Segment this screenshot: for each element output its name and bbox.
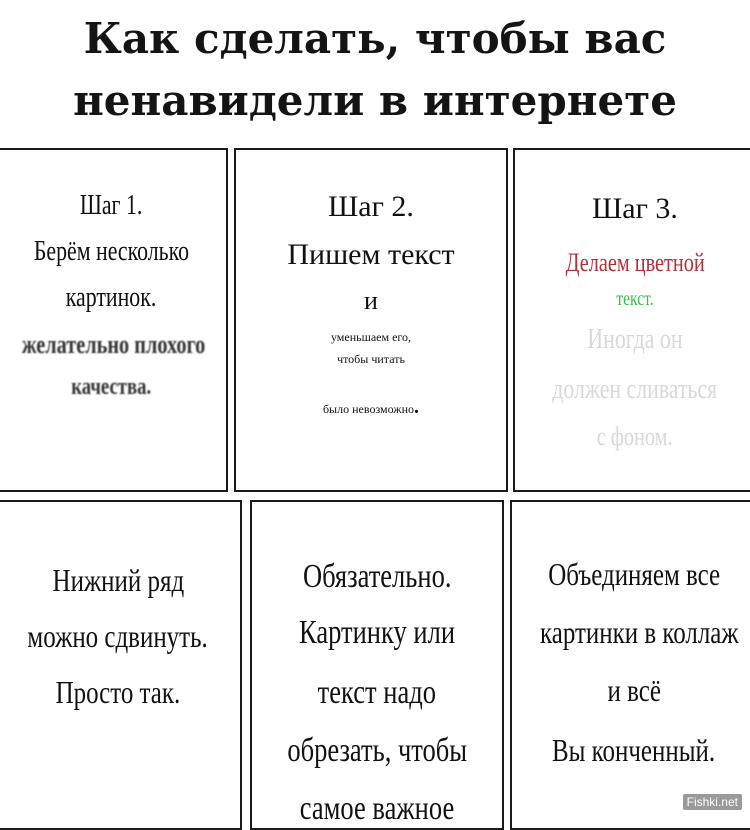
step-3-faint-line-1: Иногда он <box>587 324 683 355</box>
panel-bottom-right <box>510 500 750 830</box>
step-3-faint-line-2: должен сливаться <box>552 374 718 405</box>
step-3-red-text: Делаем цветной <box>565 248 705 277</box>
step-1-line-1: Берём несколько <box>33 236 189 267</box>
panel-bottom-middle <box>250 500 504 830</box>
bottom-right-line-4: Вы конченный. <box>552 732 716 768</box>
bottom-right-line-1: Объединяем все <box>548 556 720 592</box>
panel-bottom-left <box>0 500 242 830</box>
step-1-line-2: картинок. <box>65 282 157 313</box>
step-2-dot: . <box>414 396 420 418</box>
bottom-middle-line-4: обрезать, чтобы <box>287 732 467 769</box>
step-2-line-2: и <box>364 286 378 315</box>
step-1-heading: Шаг 1. <box>79 190 143 221</box>
bottom-right-line-2: картинки в коллаж <box>540 614 739 650</box>
bottom-right-line-3: и всё <box>607 672 661 708</box>
step-3-faint-line-3: с фоном. <box>597 422 673 451</box>
bottom-middle-line-1: Обязательно. <box>302 558 452 595</box>
step-2-small-line-3: было невозможно <box>322 402 415 416</box>
title-line-1: Как сделать, чтобы вас <box>83 14 667 63</box>
bottom-middle-line-2: Картинку или <box>298 614 455 651</box>
title-line-2: ненавидели в интернете <box>73 76 677 125</box>
step-3-heading: Шаг 3. <box>592 192 678 225</box>
step-2-small-line-2: чтобы читать <box>337 352 405 366</box>
step-2-heading: Шаг 2. <box>328 190 414 223</box>
bottom-left-line-1: Нижний ряд <box>52 562 184 598</box>
step-2-small-line-1: уменьшаем его, <box>330 330 412 344</box>
step-3-green-text: текст. <box>616 288 654 310</box>
step-2-line-1: Пишем текст <box>287 238 455 271</box>
bottom-left-line-3: Просто так. <box>55 674 181 710</box>
bottom-left-line-2: можно сдвинуть. <box>27 618 209 654</box>
step-1-blurry-line-1: желательно плохого <box>21 330 206 359</box>
bottom-middle-line-3: текст надо <box>317 674 437 711</box>
panel-step-2 <box>234 148 508 492</box>
panel-step-3 <box>513 148 750 492</box>
bottom-middle-line-5-cut-off: самое важное <box>299 790 455 827</box>
step-1-blurry-line-2: качества. <box>71 374 151 400</box>
site-watermark: Fishki.net <box>683 794 742 810</box>
page-title <box>0 8 750 132</box>
panel-step-1 <box>0 148 228 492</box>
